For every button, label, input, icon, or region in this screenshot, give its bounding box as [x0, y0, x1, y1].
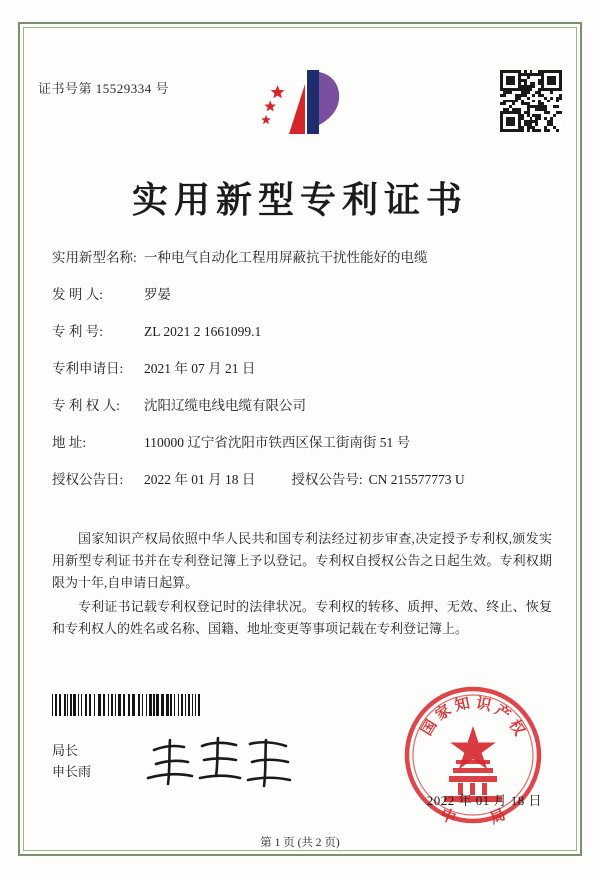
field-row-grant — [52, 470, 554, 490]
field-row-application-date — [52, 359, 554, 379]
field-label: 专 利 权 人: — [52, 398, 120, 413]
field-label: 发 明 人: — [52, 287, 104, 302]
seal-date: 2022 年 01 月 18 日 — [426, 793, 542, 808]
svg-text:中: 中 — [437, 806, 458, 828]
svg-text:识: 识 — [474, 695, 493, 715]
page-number-footer: 第 1 页 (共 2 页) — [260, 837, 340, 849]
signature-role: 局长 — [52, 743, 79, 758]
paragraph-2: 专利证书记载专利权登记时的法律状况。专利权的转移、质押、无效、终止、恢复和专利权人的姓名或名称、国籍、地址变更等事项记载在专利登记簿上。 — [52, 599, 552, 636]
field-list — [52, 248, 554, 507]
field-value: 一种电气自动化工程用屏蔽抗干扰性能好的电缆 — [144, 250, 428, 265]
barcode-icon — [52, 694, 202, 716]
svg-text:产: 产 — [491, 702, 513, 725]
field-value: ZL 2021 2 1661099.1 — [144, 324, 262, 339]
grant-date-label: 授权公告日: — [52, 472, 124, 487]
field-value: 110000 辽宁省沈阳市铁西区保工街南街 51 号 — [144, 435, 411, 450]
svg-text:局: 局 — [488, 806, 509, 828]
field-row-patent-number — [52, 322, 554, 342]
svg-text:知: 知 — [453, 695, 472, 715]
handwritten-signature-icon — [140, 730, 300, 794]
page-title: 实用新型专利证书 — [131, 180, 468, 220]
field-row-address — [52, 433, 554, 453]
field-row-inventor — [52, 285, 554, 305]
grant-number-value: CN 215577773 U — [368, 472, 465, 487]
field-label: 实用新型名称: — [52, 250, 137, 265]
field-row-name — [52, 248, 554, 268]
field-value: 2021 年 07 月 21 日 — [144, 361, 256, 376]
svg-text:权: 权 — [505, 717, 528, 739]
grant-number-label: 授权公告号: — [291, 472, 363, 487]
field-value: 沈阳辽缆电线电缆有限公司 — [144, 398, 306, 413]
qr-code-icon — [500, 70, 562, 132]
signature-block — [52, 740, 91, 782]
cnipa-logo-icon — [245, 62, 355, 142]
certificate-number: 证书号第 15529334 号 — [38, 81, 170, 96]
field-value: 罗晏 — [144, 287, 171, 302]
field-label: 专 利 号: — [52, 324, 104, 339]
svg-text:国: 国 — [418, 717, 441, 739]
grant-date-value: 2022 年 01 月 18 日 — [144, 472, 256, 487]
field-label: 专利申请日: — [52, 361, 124, 376]
paragraph-1: 国家知识产权局依照中华人民共和国专利法经过初步审查,决定授予专利权,颁发实用新型专利证书并在专利登记簿上予以登记。专利权自授权公告之日起生效。专利权期限为十年,自申请日起算。 — [52, 531, 552, 590]
svg-text:家: 家 — [433, 702, 455, 725]
legal-text — [52, 528, 552, 642]
signature-name: 申长雨 — [52, 764, 92, 779]
field-row-patentee — [52, 396, 554, 416]
field-label: 地 址: — [52, 435, 87, 450]
